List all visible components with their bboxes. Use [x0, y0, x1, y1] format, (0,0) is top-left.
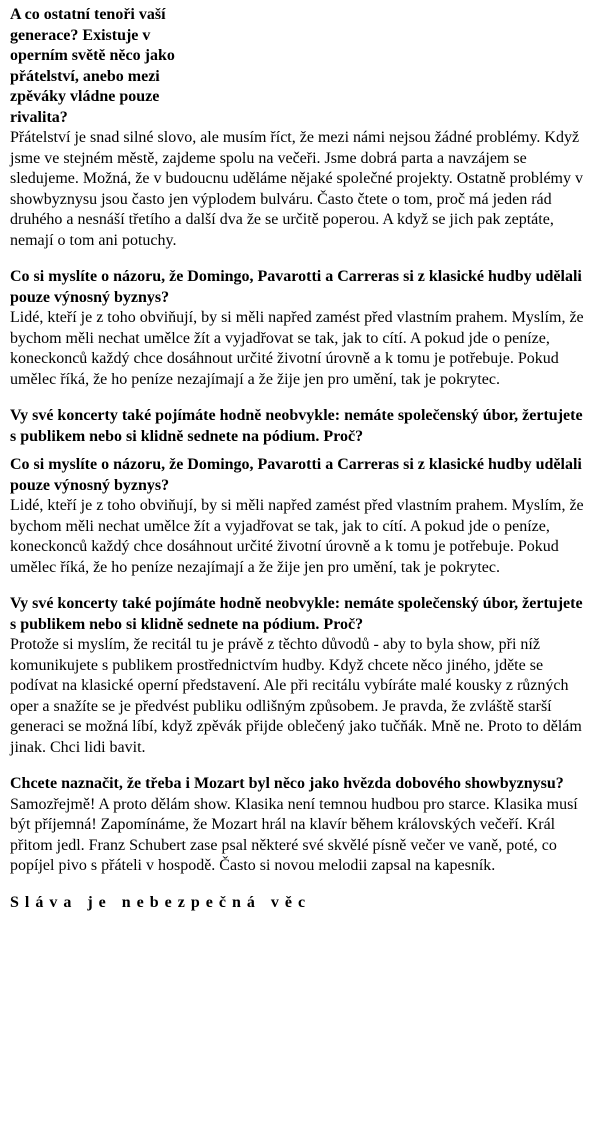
answer-4: Lidé, kteří je z toho obviňují, by si měli napřed zamést před vlastním prahem. Myslím, že bychom měli nechat umělce žít a vyjadřovat se tak, jak to cítí. A pokud jde o peníze, koneckonců každý chce dosáhnout určité životní úrovně a k tomu je potřebuje. Pokud umělec říká, že ho peníze nezajímají a že žije jen pro umění, tak je pokrytec. — [10, 497, 584, 576]
closing-heading: Sláva je nebezpečná věc — [10, 893, 312, 911]
answer-2: Lidé, kteří je z toho obviňují, by si měli napřed zamést před vlastním prahem. Myslím, že bychom měli nechat umělce žít a vyjadřovat se tak, jak to cítí. A pokud jde o peníze, koneckonců každý chce dosáhnout určité životní úrovně a k tomu je potřebuje. Pokud umělec říká, že ho peníze nezajímají a že žije jen pro umění, tak je pokrytec. — [10, 309, 584, 388]
answer-1-text: Přátelství je snad silné slovo, ale musím říct, že mezi námi nejsou žádné problémy. Když jsme ve stejném městě, zajdeme spolu na večeři. Jsme dobrá parta a navzájem se sledujeme. Možná, že v budoucnu uděláme nějaké společné projekty. Ostatně problémy v showbyznysu jsou často jen výplodem bulváru. Často čtete o tom, proč má jeden rád druhého a nesnáší třetího a další dva že se určitě poperou. A když se jich pak zeptáte, nemají o tom ani potuchy. — [10, 129, 583, 249]
question-2: Co si myslíte o názoru, že Domingo, Pavarotti a Carreras si z klasické hudby udělali pouze výnosný byznys? — [10, 268, 582, 306]
question-3: Vy své koncerty také pojímáte hodně neobvykle: nemáte společenský úbor, žertujete s publikem nebo si klidně sednete na pódium. Proč? — [10, 407, 583, 445]
answer-6: Samozřejmě! A proto dělám show. Klasika není temnou hudbou pro starce. Klasika musí být příjemná! Zapomínáme, že Mozart hrál na klavír během královských večeří. Král přitom jedl. Franz Schubert zase psal některé své skvělé písně večer ve vaně, poté, co popíjel pivo s přáteli v hospodě. Často si novou melodii zapsal na kapesník. — [10, 795, 578, 874]
article — [10, 5, 590, 913]
answer-1 — [10, 128, 590, 251]
answer-5: Protože si myslím, že recitál tu je právě z těchto důvodů - aby to byla show, při níž komunikujete s publikem prostřednictvím hudby. Když chcete něco jiného, jděte se podívat na klasické operní představení. Ale při recitálu vybíráte malé kousky z různých oper a snažíte se je předvést publiku odlišným způsobem. Je pravda, že zvláště starší generaci se možná líbí, když zpěvák přijde oblečený jako tučňák. Mně ne. Proto to dělám jinak. Chci lidi bavit. — [10, 636, 582, 756]
question-1: A co ostatní tenoři vaší generace? Existuje v operním světě něco jako přátelství, anebo mezi zpěváky vládne pouze rivalita? — [10, 6, 175, 126]
question-6: Chcete naznačit, že třeba i Mozart byl něco jako hvězda dobového showbyznysu? — [10, 775, 564, 792]
question-4: Co si myslíte o názoru, že Domingo, Pavarotti a Carreras si z klasické hudby udělali pouze výnosný byznys? — [10, 456, 582, 494]
question-5: Vy své koncerty také pojímáte hodně neobvykle: nemáte společenský úbor, žertujete s publikem nebo si klidně sednete na pódium. Proč? — [10, 595, 583, 633]
